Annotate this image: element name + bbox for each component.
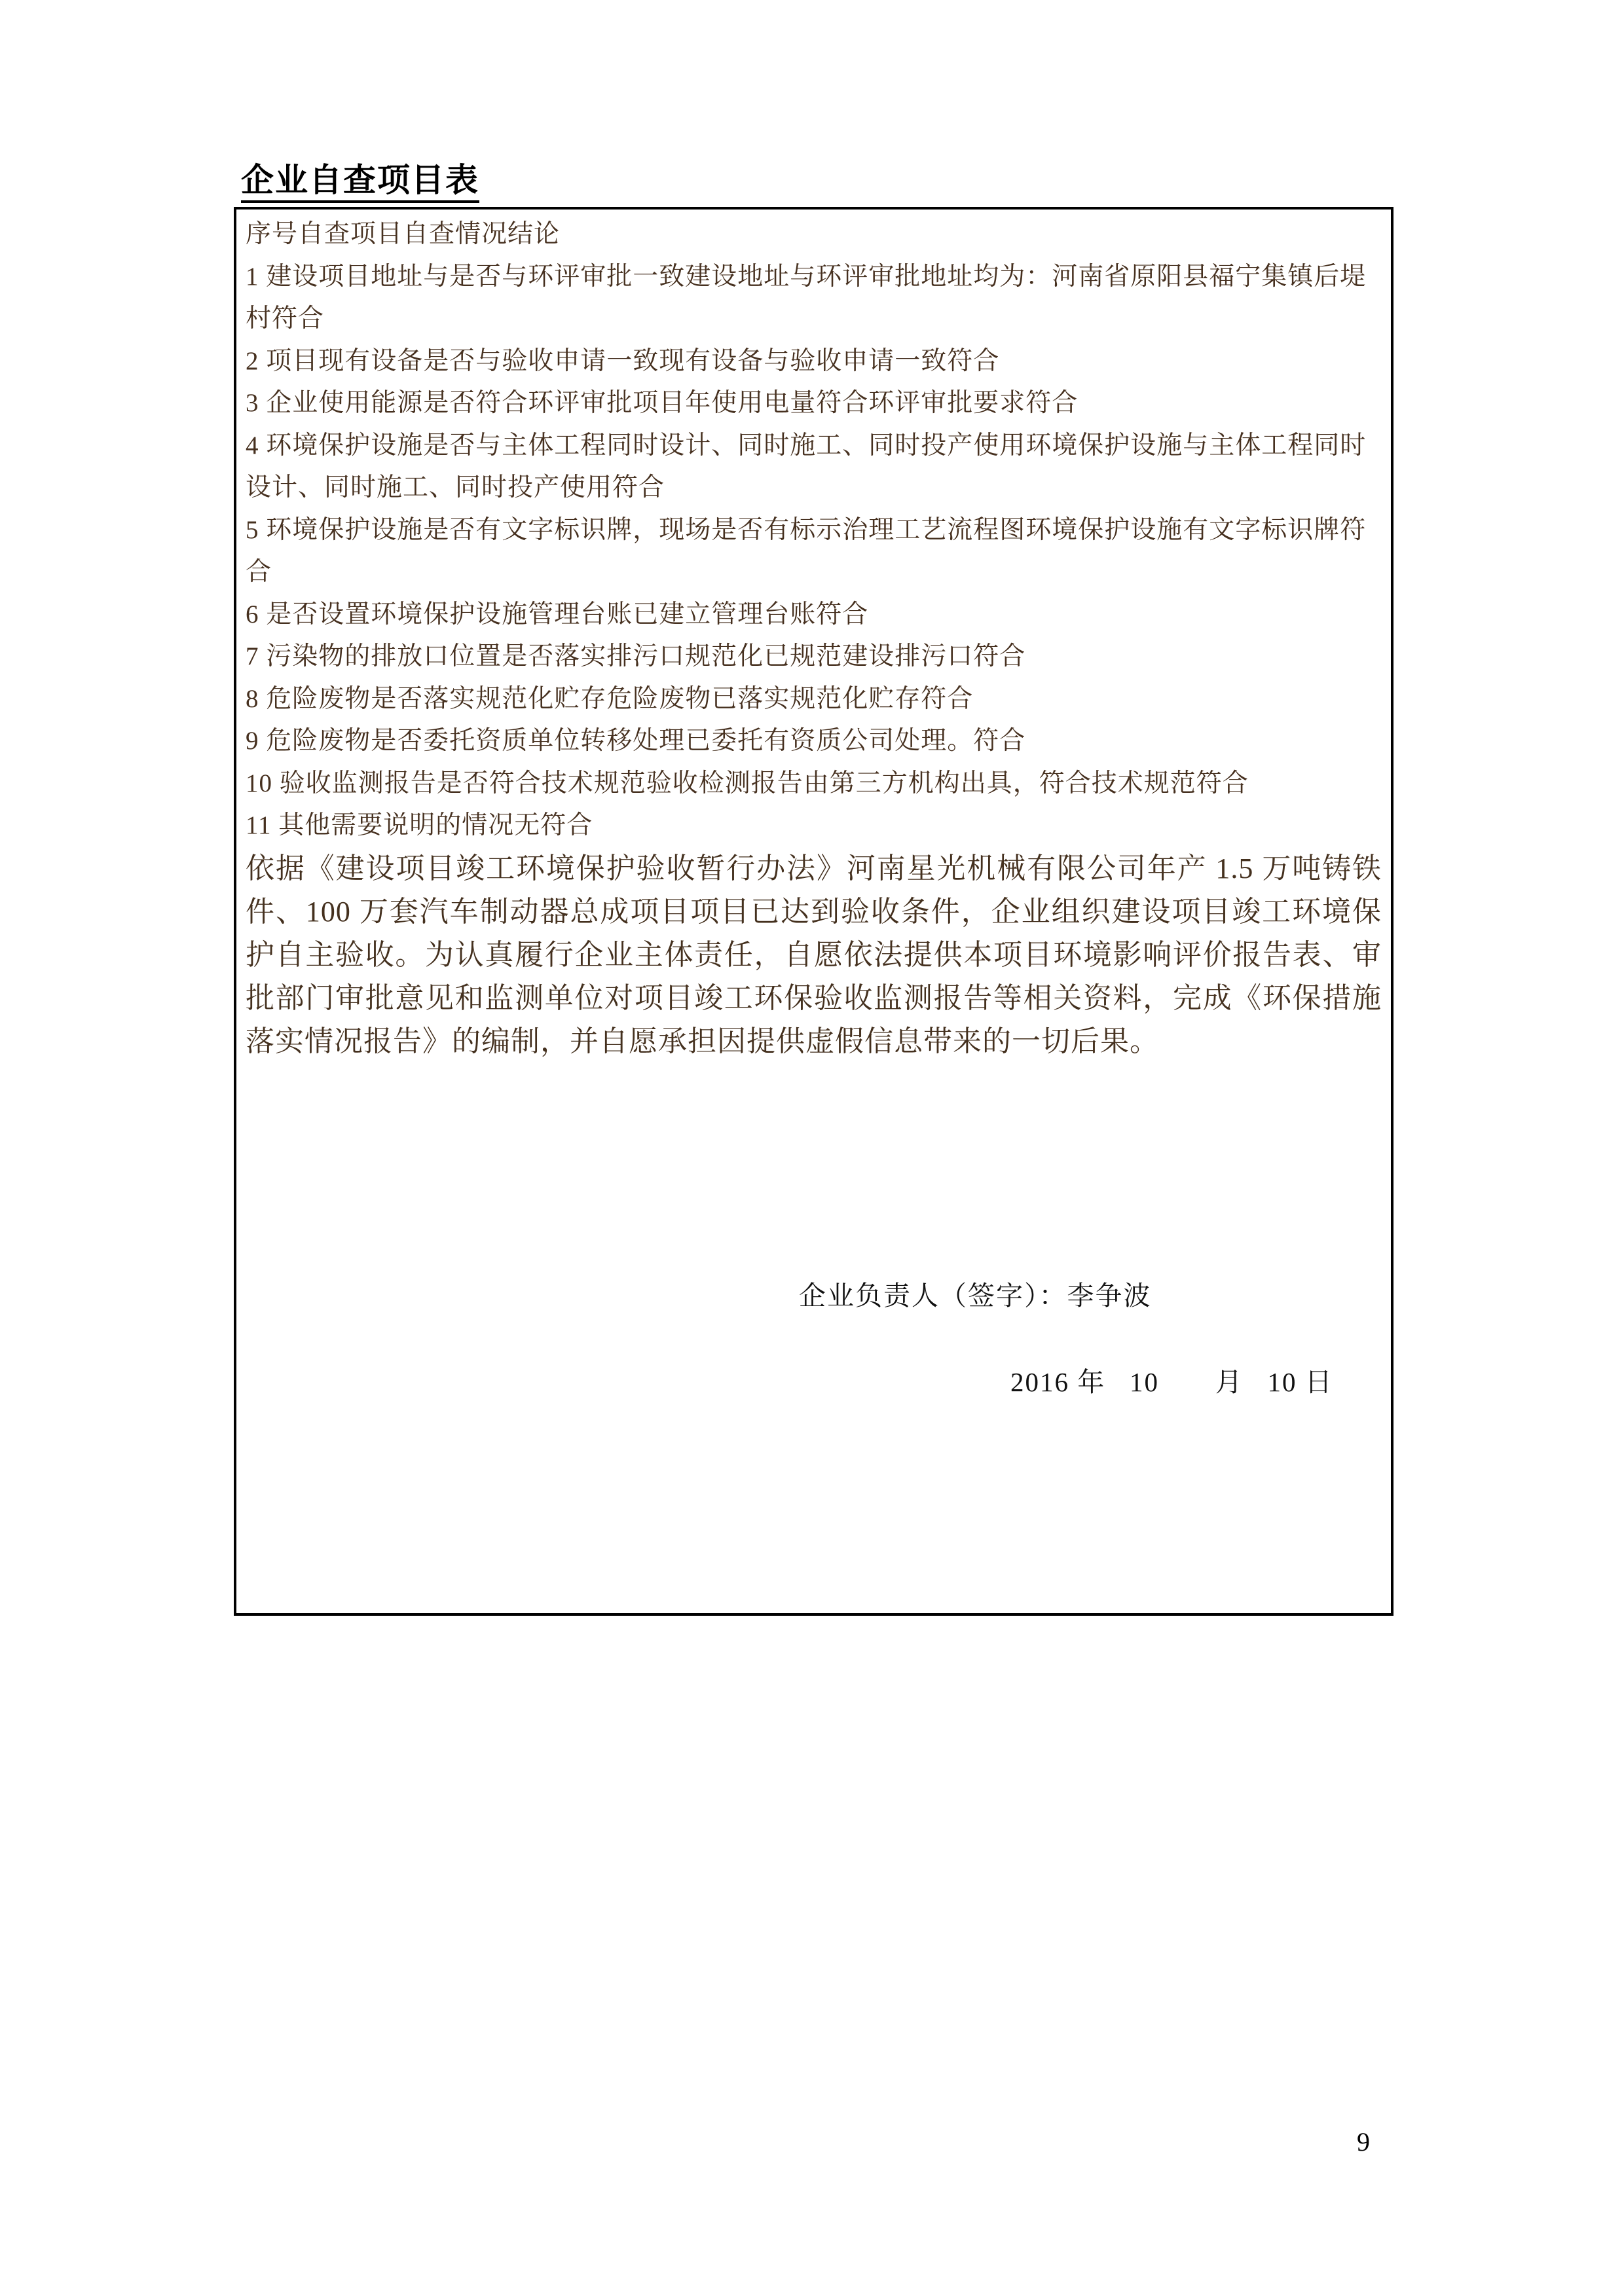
page-title: 企业自查项目表	[241, 161, 479, 203]
checklist-item-11: 11 其他需要说明的情况无符合	[246, 811, 593, 839]
checklist-item-4: 4 环境保护设施是否与主体工程同时设计、同时施工、同时投产使用环境保护设施与主体工程同时设计、同时施工、同时投产使用符合	[246, 431, 1367, 501]
date-line: 2016 年 10 月 10 日	[1010, 1366, 1333, 1397]
checklist-item-2: 2 项目现有设备是否与验收申请一致现有设备与验收申请一致符合	[246, 346, 1000, 375]
checklist-item-10: 10 验收监测报告是否符合技术规范验收检测报告由第三方机构出具，符合技术规范符合	[246, 769, 1249, 797]
checklist-item-1: 1 建设项目地址与是否与环评审批一致建设地址与环评审批地址均为：河南省原阳县福宁集镇后堤村符合	[246, 262, 1367, 333]
checklist-item-5: 5 环境保护设施是否有文字标识牌，现场是否有标示治理工艺流程图环境保护设施有文字标识牌符合	[246, 515, 1367, 586]
table-header-row: 序号自查项目自查情况结论	[246, 220, 561, 248]
checklist-item-7: 7 污染物的排放口位置是否落实排污口规范化已规范建设排污口符合	[246, 642, 1026, 670]
checklist-item-6: 6 是否设置环境保护设施管理台账已建立管理台账符合	[246, 600, 869, 629]
selfcheck-table	[234, 207, 1393, 1616]
checklist-item-3: 3 企业使用能源是否符合环评审批项目年使用电量符合环评审批要求符合	[246, 389, 1079, 417]
checklist-item-9: 9 危险废物是否委托资质单位转移处理已委托有资质公司处理。符合	[246, 727, 1026, 755]
checklist-item-8: 8 危险废物是否落实规范化贮存危险废物已落实规范化贮存符合	[246, 684, 974, 713]
page-number: 9	[1357, 2127, 1370, 2157]
signature-line: 企业负责人（签字）：李争波	[799, 1280, 1152, 1311]
declaration-paragraph: 依据《建设项目竣工环境保护验收暂行办法》河南星光机械有限公司年产 1.5 万吨铸铁件、100 万套汽车制动器总成项目项目已达到验收条件，企业组织建设项目竣工环境保护自主验收。为认真履行企业主体责任，自愿依法提供本项目环境影响评价报告表、审批部门审批意见和监测单位对项目竣工环保验收监测报告等相关资料，完成《环保措施落实情况报告》的编制，并自愿承担因提供虚假信息带来的一切后果。	[246, 852, 1382, 1057]
